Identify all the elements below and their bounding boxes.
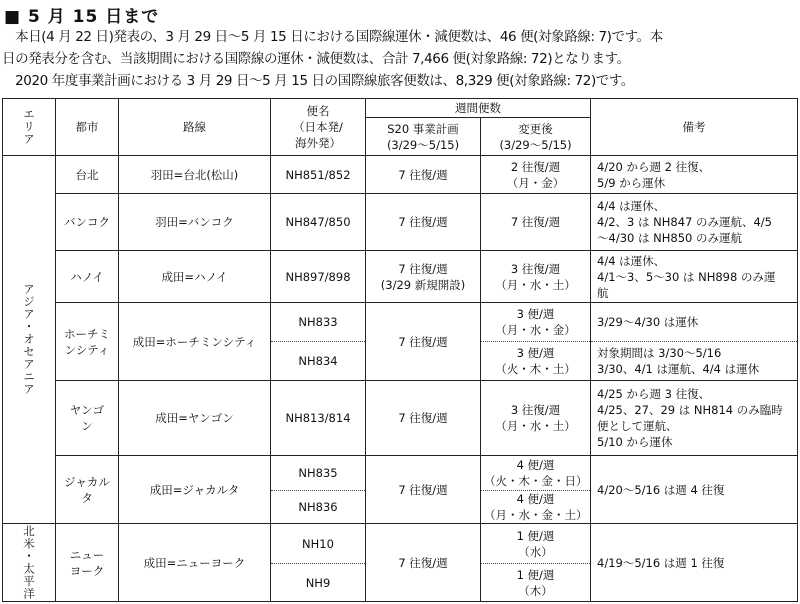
- flight-cell: NH836: [271, 491, 366, 524]
- city-cell: 台北: [56, 156, 119, 194]
- notes-cell: 対象期間は 3/30～5/16 3/30、4/1 は運航、4/4 は運休: [591, 342, 798, 381]
- flight-cell: NH897/898: [271, 251, 366, 303]
- header-changed: 変更後 (3/29～5/15): [481, 118, 591, 156]
- changed-cell: 3 便/週 （火・木・土）: [481, 342, 591, 381]
- route-cell: 羽田=バンコク: [119, 194, 271, 251]
- flight-table: [2, 98, 798, 602]
- notes-cell: 4/19～5/16 は週 1 往復: [591, 524, 798, 602]
- notes-cell: 3/29～4/30 は運休: [591, 303, 798, 342]
- plan-cell: 7 往復/週: [366, 381, 481, 456]
- changed-cell: 3 便/週 （月・水・金）: [481, 303, 591, 342]
- flight-cell: NH813/814: [271, 381, 366, 456]
- plan-cell: 7 往復/週: [366, 524, 481, 602]
- notes-cell: 4/4 は運休、 4/1～3、5～30 は NH898 のみ運 航: [591, 251, 798, 303]
- paragraph-line: 2020 年度事業計画における 3 月 29 日～5 月 15 日の国際線旅客便数は、8,329 便(対象路線: 72)です。: [2, 73, 635, 89]
- header-city: 都市: [56, 99, 119, 156]
- header-area: エリア: [3, 99, 56, 156]
- city-cell: ジャカル タ: [56, 456, 119, 524]
- route-cell: 成田=ジャカルタ: [119, 456, 271, 524]
- notes-cell: 4/4 は運休、 4/2、3 は NH847 のみ運航、4/5 ～4/30 は NH850 のみ運航: [591, 194, 798, 251]
- flight-cell: NH833: [271, 303, 366, 342]
- header-notes: 備考: [591, 99, 798, 156]
- area-cell: アジア・オセアニア: [3, 156, 56, 524]
- table-row: [3, 381, 798, 456]
- route-cell: 成田=ホーチミンシティ: [119, 303, 271, 381]
- paragraph-line: 本日(4 月 22 日)発表の、3 月 29 日～5 月 15 日における国際線運休・減便数は、46 便(対象路線: 7)です。本: [2, 29, 663, 45]
- plan-cell: 7 往復/週: [366, 194, 481, 251]
- changed-cell: 1 便/週 （木）: [481, 564, 591, 602]
- notes-cell: 4/20 から週 2 往復、 5/9 から運休: [591, 156, 798, 194]
- route-cell: 成田=ハノイ: [119, 251, 271, 303]
- plan-cell: 7 往復/週 (3/29 新規開設): [366, 251, 481, 303]
- flight-cell: NH847/850: [271, 194, 366, 251]
- paragraph-line: 日の発表分を含む、当該期間における国際線の運休・減便数は、合計 7,466 便(対象路線: 72)となります。: [2, 51, 630, 67]
- route-cell: 羽田=台北(松山): [119, 156, 271, 194]
- table-row: [3, 303, 798, 342]
- table-row: [3, 251, 798, 303]
- table-row: [3, 194, 798, 251]
- header-plan: S20 事業計画 (3/29～5/15): [366, 118, 481, 156]
- flight-cell: NH9: [271, 564, 366, 602]
- table-row: [3, 524, 798, 564]
- city-cell: ヤンゴ ン: [56, 381, 119, 456]
- changed-cell: 3 往復/週 （月・水・土）: [481, 381, 591, 456]
- header-flight: 便名 （日本発/ 海外発）: [271, 99, 366, 156]
- city-cell: ホーチミ ンシティ: [56, 303, 119, 381]
- table-row: [3, 156, 798, 194]
- section-heading: ■ 5 月 15 日まで: [4, 7, 160, 27]
- changed-cell: 7 往復/週: [481, 194, 591, 251]
- plan-cell: 7 往復/週: [366, 156, 481, 194]
- changed-cell: 3 往復/週 （月・水・土）: [481, 251, 591, 303]
- area-cell: 北米・太平洋: [3, 524, 56, 602]
- changed-cell: 1 便/週 （水）: [481, 524, 591, 564]
- notes-cell: 4/20～5/16 は週 4 往復: [591, 456, 798, 524]
- route-cell: 成田=ヤンゴン: [119, 381, 271, 456]
- header-route: 路線: [119, 99, 271, 156]
- flight-cell: NH10: [271, 524, 366, 564]
- changed-cell: 4 便/週 （月・水・金・土）: [481, 491, 591, 524]
- plan-cell: 7 往復/週: [366, 456, 481, 524]
- changed-cell: 2 往復/週 （月・金）: [481, 156, 591, 194]
- flight-cell: NH835: [271, 456, 366, 491]
- city-cell: バンコク: [56, 194, 119, 251]
- header-weekly: 週間便数: [366, 99, 591, 118]
- city-cell: ハノイ: [56, 251, 119, 303]
- table-row: [3, 456, 798, 491]
- flight-cell: NH851/852: [271, 156, 366, 194]
- city-cell: ニュー ヨーク: [56, 524, 119, 602]
- route-cell: 成田=ニューヨーク: [119, 524, 271, 602]
- plan-cell: 7 往復/週: [366, 303, 481, 381]
- notes-cell: 4/25 から週 3 往復、 4/25、27、29 は NH814 のみ臨時 便として運航、 5/10 から運休: [591, 381, 798, 456]
- flight-cell: NH834: [271, 342, 366, 381]
- changed-cell: 4 便/週 （火・木・金・日）: [481, 456, 591, 491]
